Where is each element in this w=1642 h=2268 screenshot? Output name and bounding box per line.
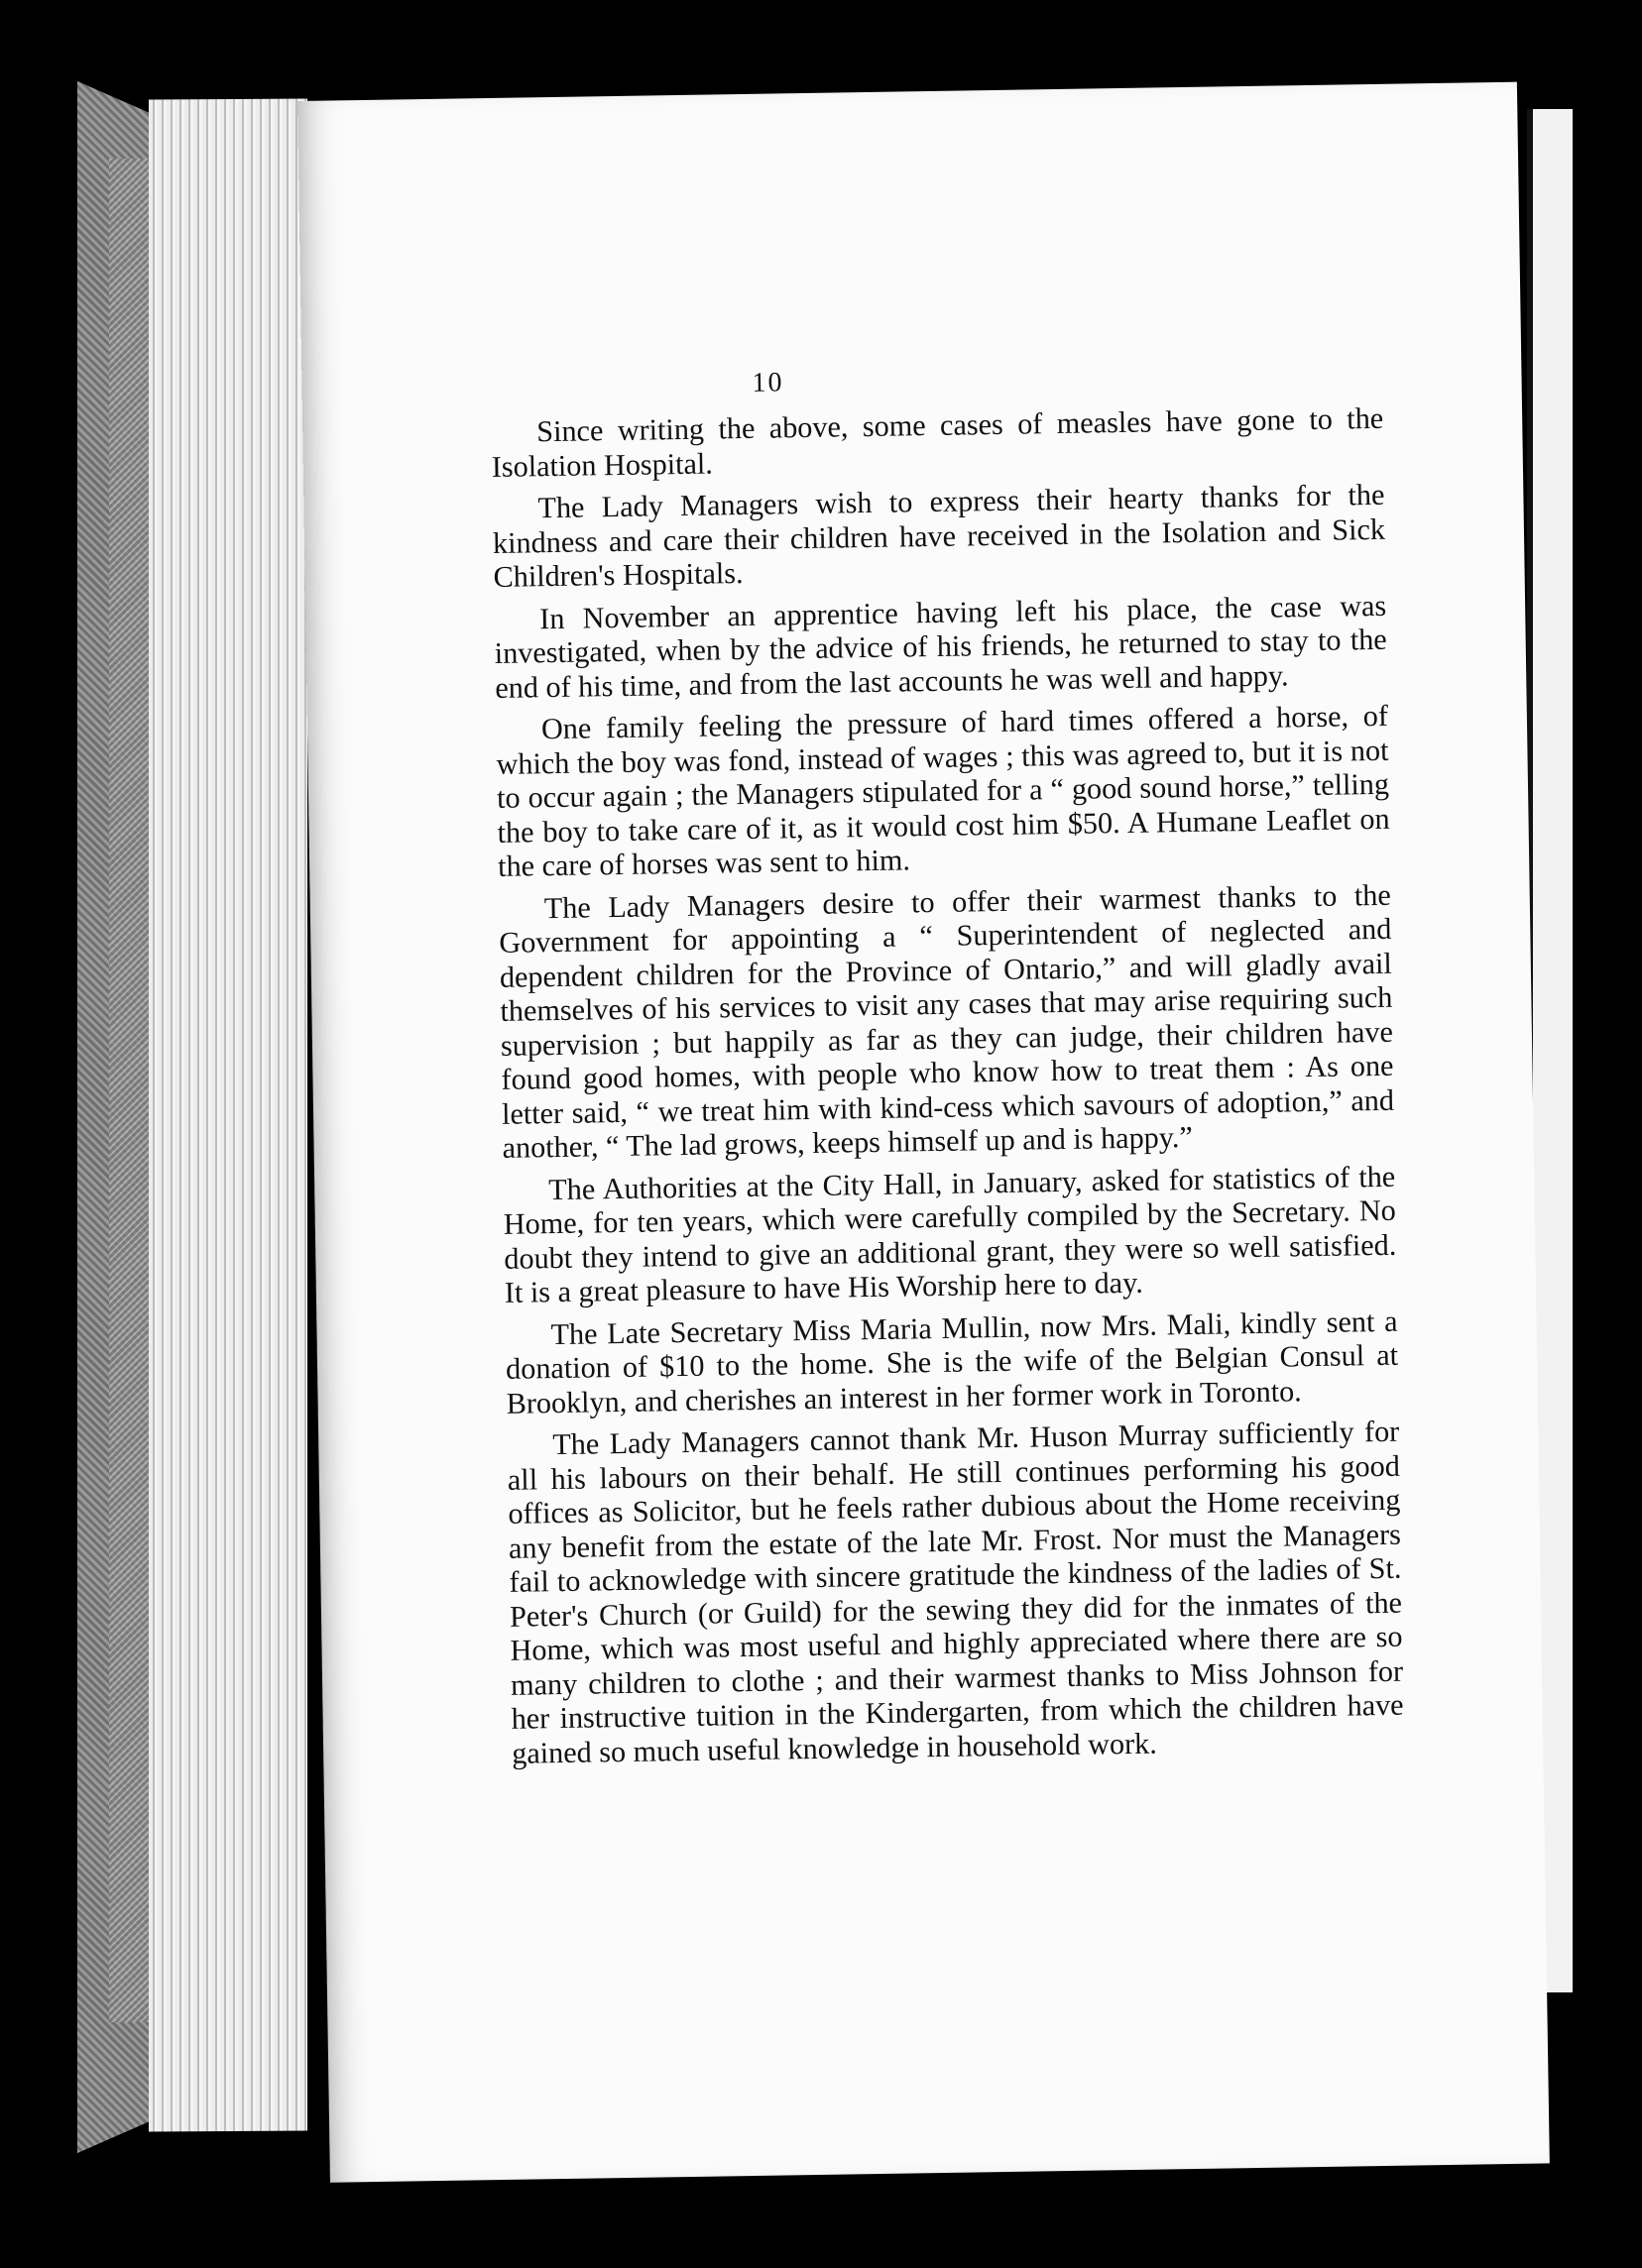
paragraph: The Lady Managers desire to offer their warmest thanks to the Government for appointing a “ Superintendent of neglected and dependent children for the Province of Ontario,” and will gladly avail themselves of his services to visit any cases that may arise requiring such supervision ; but happily as far as they can judge, their children have found good homes, with people who know how to treat them : As one letter said, “ we treat him with kind-cess which savours of adoption,” and another, “ The lad grows, keeps himself up and is happy.” (499, 877, 1395, 1165)
paragraph: The Lady Managers cannot thank Mr. Huson Murray sufficiently for all his labours on their behalf. He still continues performing his good offices as Solicitor, but he feels rather dubious about the Home receiving any benefit from the estate of the late Mr. Frost. Nor must the Managers fail to acknowledge with sincere gratitude the kindness of the ladies of St. Peter's Church (or Guild) for the sewing they did for the inmates of the Home, which was most useful and highly appreciated where there are so many children to clothe ; and their warmest thanks to Miss Johnson for her instructive tuition in the Kindergarten, from which the children have gained so much useful knowledge in household work. (507, 1414, 1404, 1770)
page-number: 10 (752, 367, 784, 398)
paragraph: One family feeling the pressure of hard times offered a horse, of which the boy was fond, instead of wages ; this was agreed to, but it is not to occur again ; the Managers stipulated for a “ good sound horse,” telling the boy to take care of it, as it would cost him $50. A Humane Leaflet on the care of horses was sent to him. (496, 698, 1390, 883)
page-text (491, 401, 1404, 1778)
paragraph: The Authorities at the City Hall, in January, asked for statistics of the Home, for ten years, which were carefully compiled by the Secretary. No doubt they intend to give an additional grant, they were so well satisfied. It is a great pleasure to have His Worship here to day. (503, 1159, 1397, 1309)
book-cover-texture (109, 159, 149, 2022)
paragraph: The Late Secretary Miss Maria Mullin, now Mrs. Mali, kindly sent a donation of $10 to the home. She is the wife of the Belgian Consul at Brooklyn, and cherishes an interest in her former work in Toronto. (505, 1304, 1399, 1420)
page-edges (149, 98, 307, 2131)
paragraph: Since writing the above, some cases of measles have gone to the Isolation Hospital. (491, 400, 1384, 484)
book-page (297, 82, 1550, 2183)
paragraph: In November an apprentice having left his place, the case was investigated, when by the advice of his friends, he returned to stay to the end of his time, and from the last accounts he was well and happy. (494, 588, 1387, 705)
paragraph: The Lady Managers wish to express their hearty thanks for the kindness and care their children have received in the Isolation and Sick Children's Hospitals. (492, 477, 1386, 594)
